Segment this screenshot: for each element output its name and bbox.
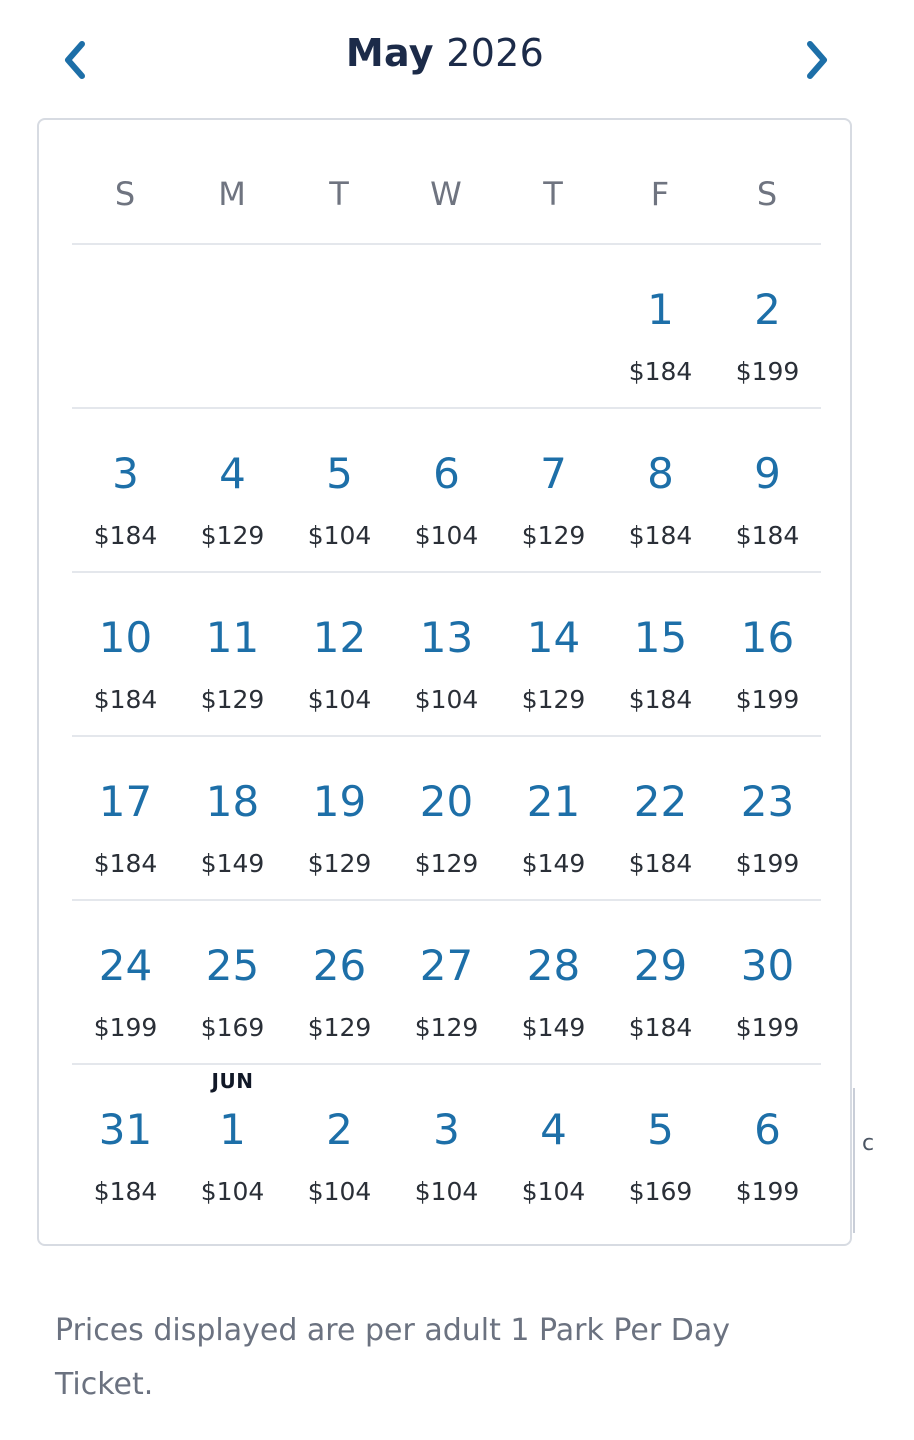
calendar-day[interactable] [179, 573, 286, 737]
day-number: 5 [326, 449, 353, 498]
day-number: 2 [754, 285, 781, 334]
calendar-day[interactable] [607, 901, 714, 1065]
day-number: 1 [219, 1105, 246, 1154]
day-price: $199 [735, 1013, 800, 1042]
day-number: 8 [647, 449, 674, 498]
day-price: $129 [414, 849, 479, 878]
day-price: $184 [93, 849, 158, 878]
calendar-day[interactable] [607, 409, 714, 573]
calendar-day[interactable] [393, 901, 500, 1065]
calendar-day[interactable] [500, 1065, 607, 1229]
day-price: $104 [414, 521, 479, 550]
calendar-day[interactable] [393, 573, 500, 737]
day-number: 17 [98, 777, 153, 826]
calendar-day[interactable] [286, 409, 393, 573]
day-number: 15 [633, 613, 688, 662]
day-number: 4 [219, 449, 246, 498]
calendar-day[interactable] [286, 1065, 393, 1229]
day-number: 3 [433, 1105, 460, 1154]
day-price: $184 [628, 685, 693, 714]
day-price: $129 [200, 521, 265, 550]
calendar-week-row [72, 571, 821, 737]
day-price: $104 [307, 521, 372, 550]
day-number: 13 [419, 613, 474, 662]
day-number: 23 [740, 777, 795, 826]
calendar-day[interactable] [607, 573, 714, 737]
chevron-right-icon [804, 39, 832, 81]
calendar-week-row [72, 407, 821, 573]
day-price: $129 [307, 1013, 372, 1042]
day-price: $129 [521, 521, 586, 550]
calendar-day[interactable] [500, 409, 607, 573]
day-number: 7 [540, 449, 567, 498]
calendar-empty-cell [286, 245, 393, 409]
calendar-day[interactable] [179, 1065, 286, 1229]
weekday-label: T [543, 175, 564, 213]
day-price: $184 [735, 521, 800, 550]
day-number: 6 [754, 1105, 781, 1154]
day-price: $129 [521, 685, 586, 714]
calendar-day[interactable] [714, 1065, 821, 1229]
calendar-week-row [72, 243, 821, 409]
calendar-header [0, 0, 914, 115]
day-number: 22 [633, 777, 688, 826]
calendar-empty-cell [72, 245, 179, 409]
day-number: 21 [526, 777, 581, 826]
day-number: 10 [98, 613, 153, 662]
day-number: 20 [419, 777, 474, 826]
day-number: 30 [740, 941, 795, 990]
day-number: 9 [754, 449, 781, 498]
calendar-day[interactable] [179, 409, 286, 573]
calendar-day[interactable] [393, 737, 500, 901]
day-price: $129 [307, 849, 372, 878]
day-price: $184 [93, 685, 158, 714]
calendar-day[interactable] [714, 409, 821, 573]
calendar-day[interactable] [714, 737, 821, 901]
day-number: 3 [112, 449, 139, 498]
day-number: 4 [540, 1105, 567, 1154]
day-price: $184 [628, 521, 693, 550]
day-price: $199 [735, 357, 800, 386]
side-glyph: c [862, 1131, 875, 1156]
day-number: 25 [205, 941, 260, 990]
day-price: $149 [521, 849, 586, 878]
day-number: 24 [98, 941, 153, 990]
day-price: $184 [628, 357, 693, 386]
day-number: 16 [740, 613, 795, 662]
month-name: May [345, 31, 434, 75]
day-number: 31 [98, 1105, 153, 1154]
weekday-label: S [756, 175, 779, 213]
day-price: $129 [414, 1013, 479, 1042]
calendar-day[interactable] [500, 901, 607, 1065]
calendar-day[interactable] [607, 245, 714, 409]
day-price: $149 [521, 1013, 586, 1042]
calendar-day[interactable] [500, 737, 607, 901]
day-number: 1 [647, 285, 674, 334]
day-price: $199 [735, 685, 800, 714]
calendar-day[interactable] [607, 1065, 714, 1229]
calendar-day[interactable] [179, 901, 286, 1065]
calendar-week-row [72, 735, 821, 901]
calendar-day[interactable] [714, 245, 821, 409]
day-price: $104 [521, 1177, 586, 1206]
calendar-day[interactable] [286, 901, 393, 1065]
day-number: 28 [526, 941, 581, 990]
day-price: $104 [307, 685, 372, 714]
calendar-day[interactable] [500, 573, 607, 737]
day-number: 5 [647, 1105, 674, 1154]
day-number: 27 [419, 941, 474, 990]
calendar-day[interactable] [393, 409, 500, 573]
calendar-day[interactable] [72, 737, 179, 901]
calendar-day[interactable] [179, 737, 286, 901]
day-price: $104 [414, 1177, 479, 1206]
calendar-empty-cell [500, 245, 607, 409]
calendar-day[interactable] [714, 573, 821, 737]
day-price: $169 [628, 1177, 693, 1206]
pricing-note: Prices displayed are per adult 1 Park Per Day Ticket. [55, 1313, 730, 1402]
weekday-label: F [650, 175, 671, 213]
day-price: $104 [200, 1177, 265, 1206]
day-price: $129 [200, 685, 265, 714]
weekday-label: W [430, 175, 463, 213]
day-price: $184 [93, 521, 158, 550]
day-number: 6 [433, 449, 460, 498]
day-price: $199 [93, 1013, 158, 1042]
weekday-label: T [329, 175, 350, 213]
month-title [0, 31, 890, 75]
day-price: $104 [414, 685, 479, 714]
day-number: 18 [205, 777, 260, 826]
day-price: $149 [200, 849, 265, 878]
day-price: $199 [735, 849, 800, 878]
calendar-day[interactable] [72, 901, 179, 1065]
day-number: 19 [312, 777, 367, 826]
day-price: $184 [628, 1013, 693, 1042]
right-edge-marker [853, 1088, 855, 1233]
day-number: 12 [312, 613, 367, 662]
calendar-day[interactable] [286, 737, 393, 901]
day-price: $169 [200, 1013, 265, 1042]
day-number: 26 [312, 941, 367, 990]
day-price: $184 [628, 849, 693, 878]
day-number: 2 [326, 1105, 353, 1154]
weekday-header-row [72, 175, 821, 225]
calendar-day[interactable] [286, 573, 393, 737]
day-number: 29 [633, 941, 688, 990]
next-month-button[interactable] [794, 36, 842, 84]
weekday-label: S [114, 175, 137, 213]
calendar-day[interactable] [607, 737, 714, 901]
calendar-week-row [72, 1063, 821, 1229]
calendar-empty-cell [393, 245, 500, 409]
calendar-day[interactable] [72, 573, 179, 737]
calendar-day[interactable] [393, 1065, 500, 1229]
calendar-day[interactable] [714, 901, 821, 1065]
day-price: $199 [735, 1177, 800, 1206]
day-price: $104 [307, 1177, 372, 1206]
weekday-label: M [218, 175, 247, 213]
day-price: $184 [93, 1177, 158, 1206]
day-number: 14 [526, 613, 581, 662]
day-month-label: JUN [211, 1069, 254, 1093]
calendar-day[interactable] [72, 1065, 179, 1229]
calendar-week-row [72, 899, 821, 1065]
year-value: 2026 [446, 31, 545, 75]
calendar-day[interactable] [72, 409, 179, 573]
calendar-empty-cell [179, 245, 286, 409]
calendar-card [37, 118, 852, 1246]
day-number: 11 [205, 613, 260, 662]
